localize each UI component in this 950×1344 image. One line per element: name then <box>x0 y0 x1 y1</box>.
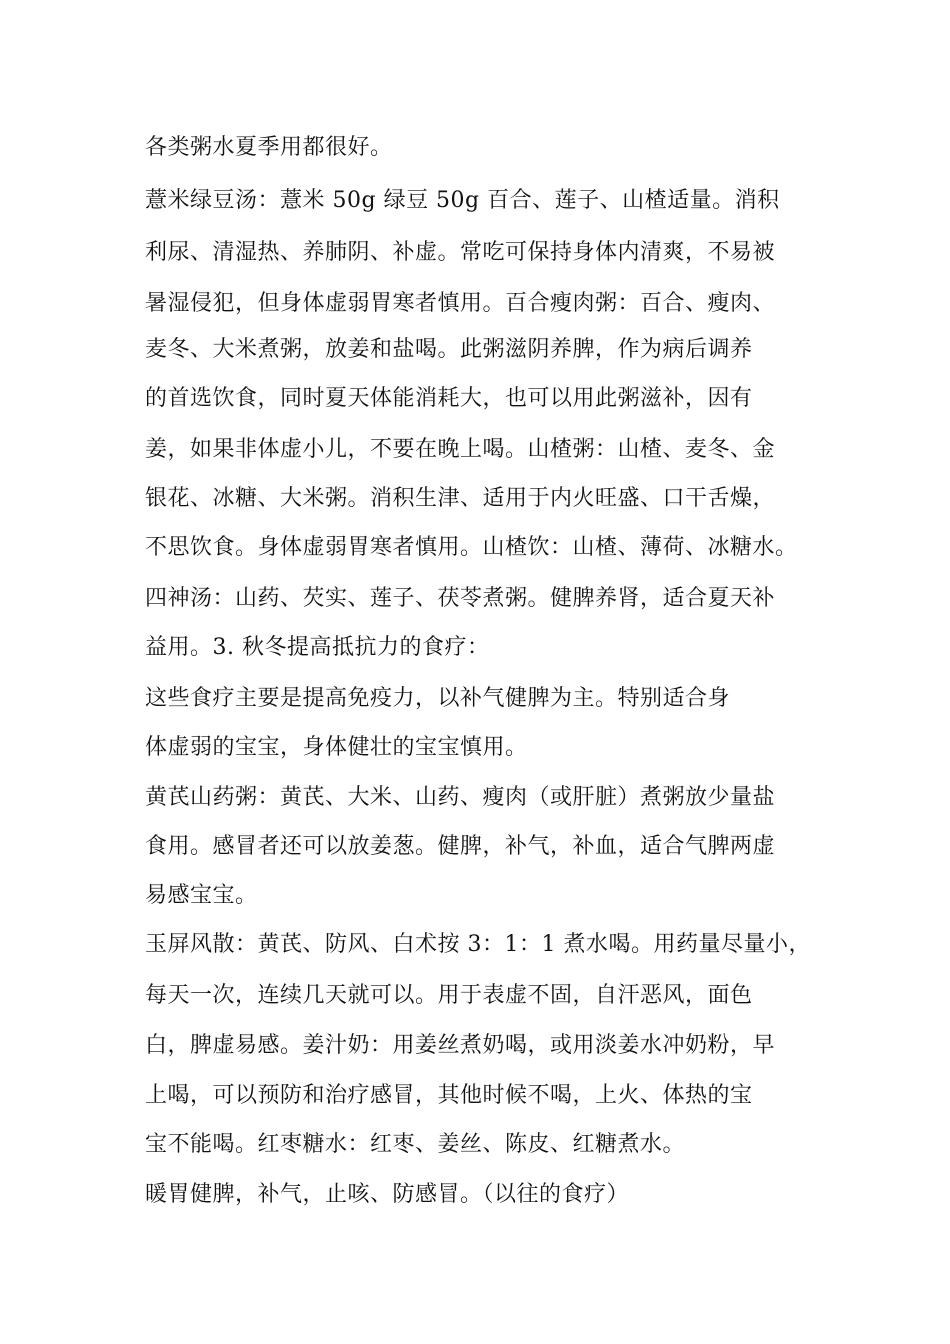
text-line: 白，脾虚易感。姜汁奶：用姜丝煮奶喝，或用淡姜水冲奶粉，早 <box>145 1033 776 1058</box>
text-line: 利尿、清湿热、养肺阴、补虚。常吃可保持身体内清爽，不易被 <box>145 240 776 265</box>
text-line: 食用。感冒者还可以放姜葱。健脾，补气，补血，适合气脾两虚 <box>145 834 776 859</box>
text-line: 不思饮食。身体虚弱胃寒者慎用。山楂饮：山楂、薄荷、冰糖水。 <box>145 535 798 560</box>
text-line: 宝不能喝。红枣糖水：红枣、姜丝、陈皮、红糖煮水。 <box>145 1132 686 1157</box>
text-line: 上喝，可以预防和治疗感冒，其他时候不喝，上火、体热的宝 <box>145 1083 753 1108</box>
text-line: 暖胃健脾，补气，止咳、防感冒。（以往的食疗） <box>145 1182 630 1207</box>
text-line: 体虚弱的宝宝，身体健壮的宝宝慎用。 <box>145 735 528 760</box>
text-line: 益用。3. 秋冬提高抵抗力的食疗： <box>145 635 490 660</box>
text-line: 麦冬、大米煮粥，放姜和盐喝。此粥滋阴养脾，作为病后调养 <box>145 337 753 362</box>
text-line: 黄芪山药粥：黄芪、大米、山药、瘦肉（或肝脏）煮粥放少量盐 <box>145 785 776 810</box>
text-line: 的首选饮食，同时夏天体能消耗大，也可以用此粥滋补，因有 <box>145 386 753 411</box>
text-line: 薏米绿豆汤：薏米 50g 绿豆 50g 百合、莲子、山楂适量。消积 <box>145 188 780 213</box>
text-line: 四神汤：山药、芡实、莲子、茯苓煮粥。健脾养肾，适合夏天补 <box>145 586 776 611</box>
text-line: 易感宝宝。 <box>145 883 258 908</box>
text-line: 各类粥水夏季用都很好。 <box>145 135 393 160</box>
text-line: 暑湿侵犯，但身体虚弱胃寒者慎用。百合瘦肉粥：百合、瘦肉、 <box>145 291 776 316</box>
text-line: 这些食疗主要是提高免疫力，以补气健脾为主。特别适合身 <box>145 686 731 711</box>
text-line: 姜，如果非体虚小儿，不要在晚上喝。山楂粥：山楂、麦冬、金 <box>145 437 776 462</box>
text-line: 银花、冰糖、大米粥。消积生津、适用于内火旺盛、口干舌燥， <box>145 486 776 511</box>
text-line: 每天一次，连续几天就可以。用于表虚不固，自汗恶风，面色 <box>145 983 753 1008</box>
text-line: 玉屏风散：黄芪、防风、白术按 3：1：1 煮水喝。用药量尽量小， <box>145 932 811 957</box>
